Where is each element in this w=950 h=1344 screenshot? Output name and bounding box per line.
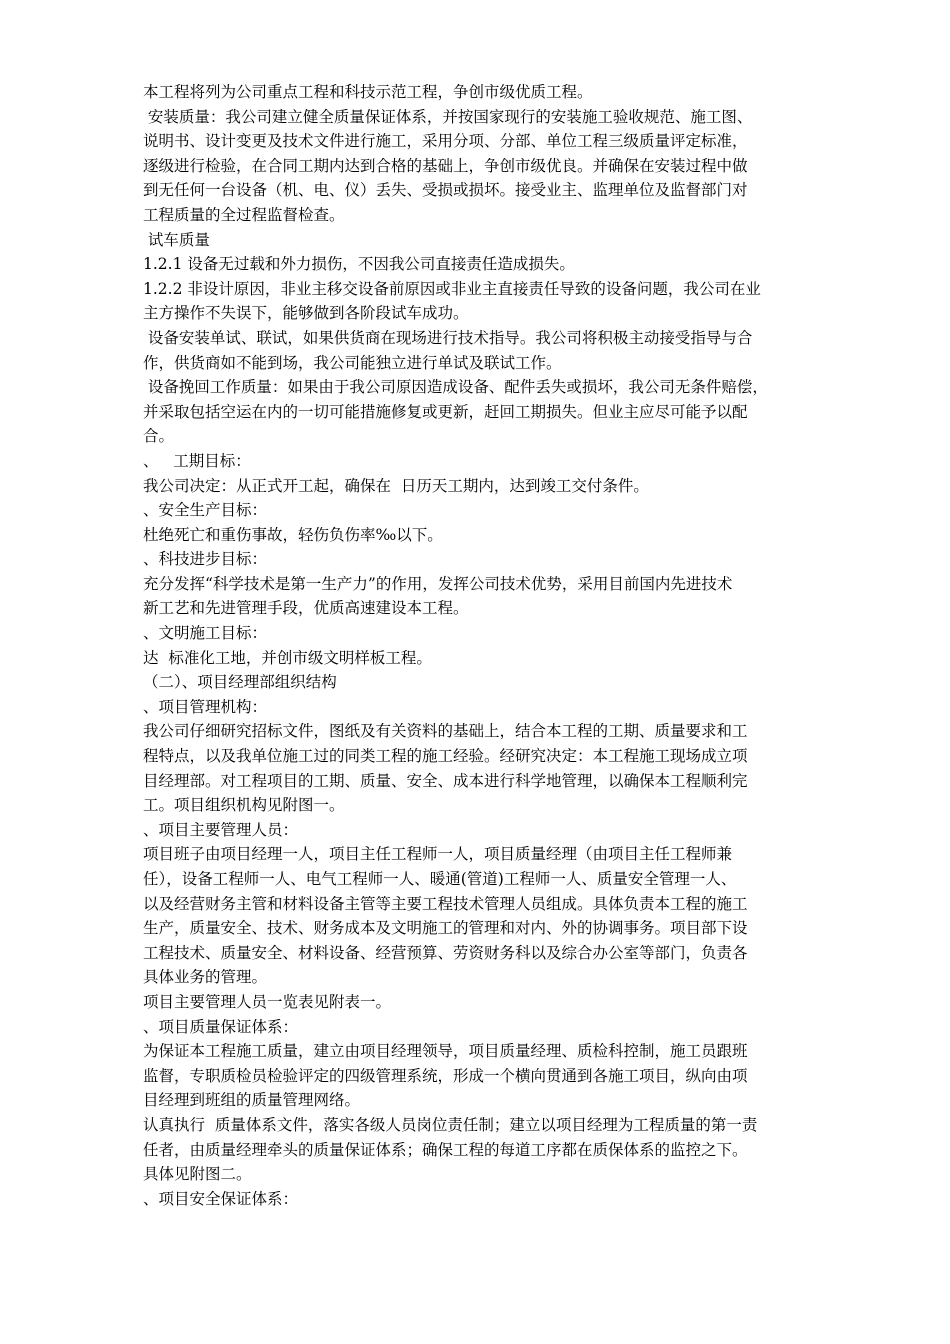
text-line: 为保证本工程施工质量，建立由项目经理领导，项目质量经理、质检科控制，施工员跟班 — [143, 1042, 748, 1061]
text-line: 并采取包括空运在内的一切可能措施修复或更新，赶回工期损失。但业主应尽可能予以配 — [143, 402, 748, 421]
text-line: 我公司仔细研究招标文件，图纸及有关资料的基础上，结合本工程的工期、质量要求和工 — [143, 722, 748, 741]
text-line: 设备挽回工作质量：如果由于我公司原因造成设备、配件丢失或损坏，我公司无条件赔偿， — [143, 378, 768, 397]
text-line: 试车质量 — [143, 230, 210, 249]
text-line: 任），设备工程师一人、电气工程师一人、暖通(管道)工程师一人、质量安全管理一人、 — [143, 870, 737, 888]
text-line: 杜绝死亡和重伤事故，轻伤负伤率‰以下。 — [143, 525, 443, 544]
text-line: 充分发挥“科学技术是第一生产力”的作用，发挥公司技术优势，采用目前国内先进技术 — [143, 574, 733, 593]
text-line: 本工程将列为公司重点工程和科技示范工程，争创市级优质工程。 — [143, 83, 593, 101]
text-line: 项目主要管理人员一览表见附表一。 — [143, 992, 392, 1011]
text-line: 新工艺和先进管理手段，优质高速建设本工程。 — [143, 599, 469, 618]
text-line: 具体业务的管理。 — [143, 968, 268, 987]
text-line: 设备安装单试、联试，如果供货商在现场进行技术指导。我公司将积极主动接受指导与合 — [143, 328, 753, 347]
text-line: 合。 — [143, 427, 175, 446]
text-line: 达 标准化工地，并创市级文明样板工程。 — [143, 648, 432, 667]
text-line: 到无任何一台设备（机、电、仪）丢失、受损或损坏。接受业主、监理单位及监督部门对 — [143, 181, 748, 200]
text-line: 监督，专职质检员检验评定的四级管理系统，形成一个横向贯通到各施工项目，纵向由项 — [143, 1066, 748, 1085]
text-line: 、项目管理机构： — [143, 697, 268, 716]
text-line: 项目班子由项目经理一人，项目主任工程师一人，项目质量经理（由项目主任工程师兼 — [143, 845, 733, 864]
text-line: 、文明施工目标： — [143, 624, 268, 643]
text-line: 工程质量的全过程监督检查。 — [143, 205, 345, 224]
text-line: 认真执行 质量体系文件，落实各级人员岗位责任制；建立以项目经理为工程质量的第一责 — [143, 1115, 758, 1134]
text-line: 以及经营财务主管和材料设备主管等主要工程技术管理人员组成。具体负责本工程的施工 — [143, 894, 748, 913]
text-line: 1.2.1 设备无过载和外力损伤，不因我公司直接责任造成损失。 — [143, 255, 575, 274]
text-line: 我公司决定：从正式开工起，确保在 日历天工期内，达到竣工交付条件。 — [143, 476, 649, 495]
text-line: 、项目质量保证体系： — [143, 1017, 299, 1036]
text-line: （二）、项目经理部组织结构 — [143, 673, 337, 692]
text-line: 主方操作不失误下，能够做到各阶段试车成功。 — [143, 304, 469, 323]
text-line: 、项目主要管理人员： — [143, 820, 299, 839]
text-line: 、项目安全保证体系： — [143, 1189, 299, 1208]
document-body — [143, 80, 811, 1211]
text-line: 生产，质量安全、技术、财务成本及文明施工的管理和对内、外的协调事务。项目部下设 — [143, 919, 748, 938]
text-line: 说明书、设计变更及技术文件进行施工，采用分项、分部、单位工程三级质量评定标准， — [143, 132, 748, 151]
text-line: 逐级进行检验，在合同工期内达到合格的基础上，争创市级优良。并确保在安装过程中做 — [143, 156, 748, 175]
text-line: 、安全生产目标： — [143, 501, 268, 520]
text-line: 具体见附图二。 — [143, 1165, 252, 1184]
text-line: 1.2.2 非设计原因，非业主移交设备前原因或非业主直接责任导致的设备问题，我公司在业 — [143, 279, 761, 298]
text-line: 目经理部。对工程项目的工期、质量、安全、成本进行科学地管理，以确保本工程顺利完 — [143, 771, 748, 790]
text-line: 作，供货商如不能到场，我公司能独立进行单试及联试工作。 — [143, 353, 562, 372]
text-line: 、科技进步目标： — [143, 550, 268, 569]
text-line: 程特点，以及我单位施工过的同类工程的施工经验。经研究决定：本工程施工现场成立项 — [143, 747, 748, 766]
text-line: 目经理到班组的质量管理网络。 — [143, 1091, 361, 1110]
text-line: 工程技术、质量安全、材料设备、经营预算、劳资财务科以及综合办公室等部门，负责各 — [143, 943, 748, 962]
text-line: 工。项目组织机构见附图一。 — [143, 796, 345, 815]
text-line: 任者，由质量经理牵头的质量保证体系；确保工程的每道工序都在质保体系的监控之下。 — [143, 1140, 748, 1159]
text-line: 安装质量：我公司建立健全质量保证体系，并按国家现行的安装施工验收规范、施工图、 — [143, 107, 753, 126]
text-line: 、 工期目标： — [143, 451, 251, 470]
